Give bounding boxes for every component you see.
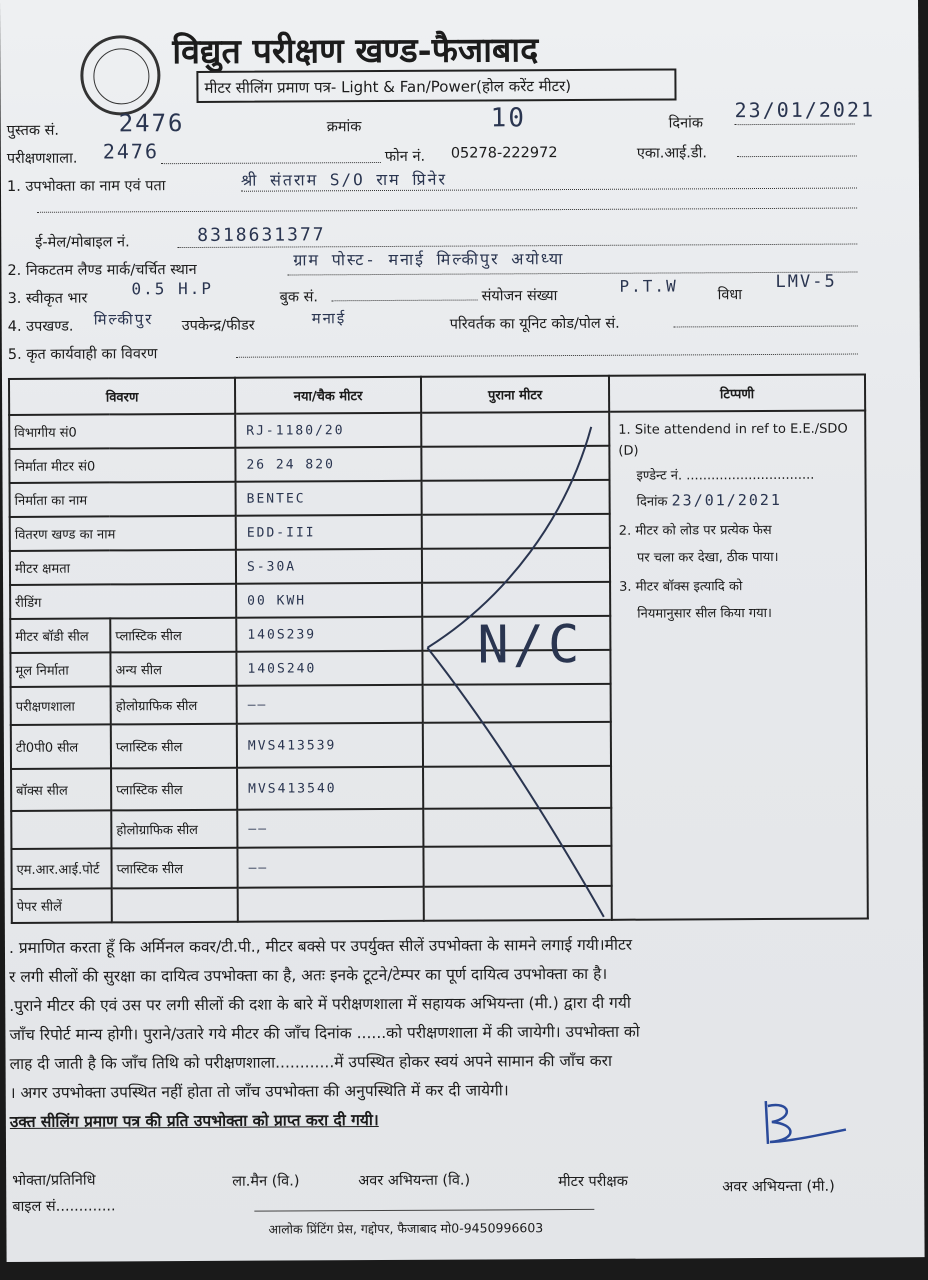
- header-remarks: टिप्पणी: [609, 374, 865, 411]
- consumer-name-label: 1. उपभोक्ता का नाम एवं पता: [6, 178, 166, 195]
- seal-new-value: 140S240: [236, 651, 422, 686]
- seal-new-value: MVS413539: [237, 723, 423, 768]
- seal-new-value: [238, 887, 424, 922]
- sig-consumer: भोक्ता/प्रतिनिधि: [12, 1172, 96, 1189]
- sig-je-distribution: अवर अभियन्ता (वि.): [358, 1172, 471, 1190]
- remark-3b: नियमानुसार सील किया गया।: [637, 605, 772, 622]
- table-row-label: विभागीय सं0: [9, 414, 235, 449]
- table-row-new-value: BENTEC: [236, 481, 422, 516]
- eki-label: एका.आई.डी.: [636, 145, 708, 162]
- lab-value: 2476: [102, 139, 160, 164]
- seal-new-value: MVS413540: [237, 767, 423, 810]
- statement-line: . प्रमाणित करता हूँ कि अर्मिनल कवर/टी.पी., मीटर बक्से पर उपर्युक्त सीलें उपभोक्ता के सामने लगाई गयी।मीटर: [8, 935, 633, 957]
- seal-type-label: अन्य सील: [110, 652, 236, 687]
- seal-new-value: 140S239: [236, 617, 422, 652]
- certification-statement: [9, 929, 870, 1137]
- connection-no-label: संयोजन संख्या: [481, 288, 558, 305]
- transformer-code-label: परिवर्तक का यूनिट कोड/पोल सं.: [449, 315, 620, 333]
- seal-type-label: प्लास्टिक सील: [111, 768, 237, 811]
- sig-je-meter: अवर अभियन्ता (मी.): [722, 1178, 835, 1196]
- seal-group-label: [11, 810, 111, 849]
- old-meter-nc-mark: N/C: [477, 614, 584, 676]
- table-row-new-value: EDD-III: [236, 515, 422, 550]
- seal-type-label: प्लास्टिक सील: [110, 618, 236, 653]
- sig-mobile: बाइल सं.............: [12, 1198, 116, 1215]
- remarks-cell: 1. Site attendend in ref to E.E./SDO (D) इण्डेन्ट नं. ............................... दिनांक 23/01/2021 2. मीटर को लोड पर प्रत्येक फेस पर चला कर देखा, ठीक पाया। 3. मीटर बॉक्स इत्यादि को नियमानुसार सील किया गया।: [609, 410, 868, 919]
- remark-1: 1. Site attendend in ref to E.E./SDO (D): [618, 421, 848, 459]
- remark-2a: 2. मीटर को लोड पर प्रत्येक फेस: [618, 523, 772, 539]
- subdivision-label: 4. उपखण्ड.: [7, 318, 74, 335]
- seal-group-label: टी0पी0 सील: [11, 724, 111, 769]
- seal-new-value: ——: [237, 847, 423, 888]
- date-value: 23/01/2021: [734, 97, 876, 123]
- statement-line: र लगी सीलों की सुरक्षा का दायित्व उपभोक्ता का है, अतः इनके टूटने/टेम्पर का पूर्ण दायित्व उपभोक्ता का है।: [9, 964, 608, 986]
- printer-footer: आलोक प्रिंटिंग प्रेस, गद्दोपर, फैजाबाद मो0-9450996603: [268, 1220, 544, 1237]
- table-row-label: रीडिंग: [10, 584, 236, 619]
- table-row-new-value: 00 KWH: [236, 583, 422, 618]
- statement-line: । अगर उपभोक्ता उपस्थित नहीं होता तो जाँच उपभोक्ता की अनुपस्थिति में कर दी जायेगी।: [9, 1081, 509, 1102]
- book-label: पुस्तक सं.: [6, 122, 60, 139]
- seal-group-label: मूल निर्माता: [10, 652, 110, 687]
- remark-2b: पर चला कर देखा, ठीक पाया।: [636, 549, 779, 566]
- statement-line: .पुराने मीटर की एवं उस पर लगी सीलों की दशा के बारे में परीक्षणशाला में सहायक अभियन्ता (मी.) द्वारा दी गयी: [9, 993, 631, 1015]
- seal-type-label: होलोग्राफिक सील: [111, 810, 237, 849]
- serial-label: क्रमांक: [326, 119, 362, 136]
- header-old-meter: पुराना मीटर: [421, 376, 609, 413]
- department-seal-logo: [80, 35, 160, 115]
- remark-date-value: 23/01/2021: [671, 491, 782, 510]
- statement-copy-received: उक्त सीलिंग प्रमाण पत्र की प्रति उपभोक्ता को प्राप्त करा दी गयी।: [9, 1111, 379, 1131]
- date-label: दिनांक: [668, 115, 704, 132]
- table-row-label: निर्माता का नाम: [10, 482, 236, 517]
- remark-date-label: दिनांक: [636, 494, 668, 511]
- statement-line: लाह दी जाती है कि जाँच तिथि को परीक्षणशाला............में उपस्थित होकर स्वयं अपने सामान की जाँच करा: [9, 1051, 613, 1073]
- serial-value: 10: [490, 103, 527, 134]
- action-details-label: 5. कृत कार्यवाही का विवरण: [7, 346, 158, 363]
- seal-type-label: [112, 888, 238, 923]
- seal-new-value: ——: [237, 809, 423, 848]
- email-mobile-label: ई-मेल/मोबाइल नं.: [35, 234, 130, 251]
- seal-type-label: प्लास्टिक सील: [111, 848, 237, 889]
- feeder-label: उपकेन्द्र/फीडर: [181, 317, 255, 335]
- vidha-value: LMV-5: [775, 271, 837, 292]
- seal-group-label: एम.आर.आई.पोर्ट: [11, 848, 111, 889]
- remark-indent-label: इण्डेन्ट नं.: [636, 468, 683, 484]
- landmark-label: 2. निकटतम लैण्ड मार्क/चर्चित स्थान: [7, 261, 197, 279]
- book-value: 2476: [118, 109, 185, 138]
- landmark-value: ग्राम पोस्ट- मनाई मिल्कीपुर अयोध्या: [293, 249, 565, 270]
- subdivision-value: मिल्कीपुर: [93, 310, 154, 329]
- consumer-name-value: श्री संतराम S/O राम प्रिनेर: [240, 169, 448, 190]
- table-row-label: निर्माता मीटर सं0: [9, 448, 235, 483]
- header-description: विवरण: [9, 378, 235, 415]
- seal-group-label: बॉक्स सील: [11, 768, 111, 811]
- table-row-new-value: RJ-1180/20: [235, 413, 421, 448]
- table-row-label: मीटर क्षमता: [10, 550, 236, 585]
- lab-label: परीक्षणशाला.: [6, 150, 78, 167]
- table-row-new-value: 26 24 820: [235, 447, 421, 482]
- header-new-meter: नया/चैक मीटर: [235, 377, 421, 414]
- seal-group-label: परीक्षणशाला: [11, 686, 111, 725]
- form-title: विद्युत परीक्षण खण्ड-फैजाबाद: [172, 30, 539, 73]
- connection-no-value: P.T.W: [619, 276, 678, 296]
- form-subtitle: मीटर सीलिंग प्रमाण पत्र- Light & Fan/Power(होल करेंट मीटर): [196, 68, 676, 103]
- phone-value: 05278-222972: [450, 145, 558, 162]
- seal-new-value: ——: [237, 685, 423, 724]
- phone-label: फोन नं.: [384, 148, 426, 165]
- table-row-new-value: S-30A: [236, 549, 422, 584]
- statement-line: जाँच रिपोर्ट मान्य होगी। पुराने/उतारे गये मीटर की जाँच दिनांक ......को परीक्षणशाला में की जायेगी। उपभोक्ता को: [9, 1022, 640, 1044]
- email-mobile-value: 8318631377: [197, 224, 326, 246]
- remark-3a: 3. मीटर बॉक्स इत्यादि को: [619, 578, 743, 595]
- seal-group-label: मीटर बॉडी सील: [10, 618, 110, 653]
- sanctioned-load-value: 0.5 H.P: [131, 278, 214, 299]
- vidha-label: विधा: [717, 287, 743, 304]
- table-row-label: वितरण खण्ड का नाम: [10, 516, 236, 551]
- sanctioned-load-label: 3. स्वीकृत भार: [7, 290, 88, 307]
- seal-group-label: पेपर सीलें: [12, 888, 112, 923]
- sig-meter-tester: मीटर परीक्षक: [558, 1173, 628, 1191]
- feeder-value: मनाई: [311, 309, 347, 328]
- seal-type-label: प्लास्टिक सील: [111, 724, 237, 769]
- book-no-label: बुक सं.: [279, 289, 319, 306]
- seal-type-label: होलोग्राफिक सील: [111, 686, 237, 725]
- officer-signature: [746, 1096, 856, 1157]
- sig-lineman: ला.मैन (वि.): [232, 1173, 300, 1190]
